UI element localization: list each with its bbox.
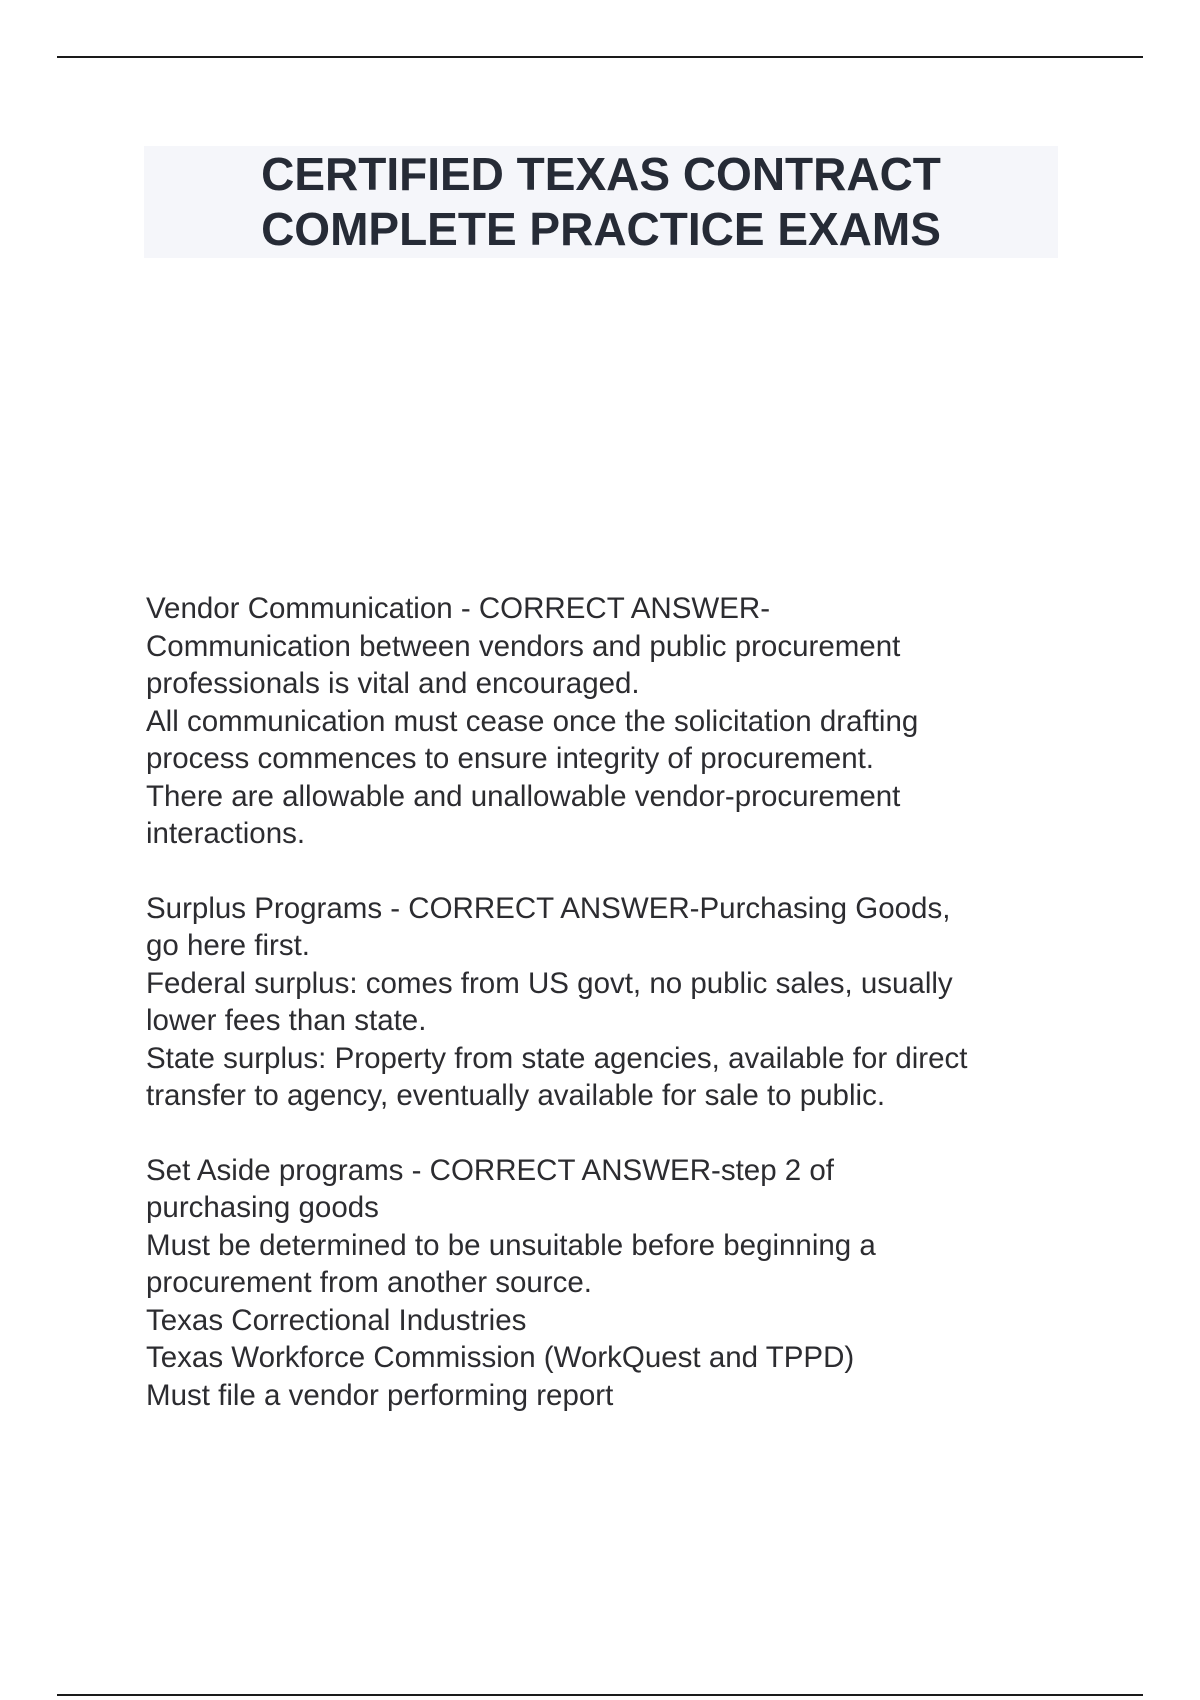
title-line-1: CERTIFIED TEXAS CONTRACT [261,148,941,200]
qa-entry-vendor-communication [146,590,1066,853]
entry-line: Texas Workforce Commission (WorkQuest and TPPD) [146,1341,855,1374]
entry-line: interactions. [146,817,306,850]
entry-line: purchasing goods [146,1191,379,1224]
entry-line: Must file a vendor performing report [146,1378,614,1412]
entry-line: State surplus: Property from state agencies, available for direct [146,1041,968,1075]
entry-line: Set Aside programs - CORRECT ANSWER-step 2 of [146,1153,835,1187]
title-banner [144,146,1058,258]
entry-line: transfer to agency, eventually available for sale to public. [146,1079,886,1112]
entry-line: All communication must cease once the solicitation drafting [146,704,919,738]
entry-line: Communication between vendors and public procurement [146,629,901,663]
entry-line: professionals is vital and encouraged. [146,667,640,700]
entry-line: procurement from another source. [146,1266,592,1299]
bottom-rule [57,1694,1143,1696]
entry-line: lower fees than state. [146,1004,427,1037]
entry-line: go here first. [146,929,310,962]
qa-entry-set-aside-programs [146,1152,1066,1415]
entry-line: process commences to ensure integrity of procurement. [146,742,874,775]
entry-line: There are allowable and unallowable vendor-procurement [146,779,901,813]
title-line-2: COMPLETE PRACTICE EXAMS [261,203,941,255]
top-rule [57,56,1143,58]
entry-line: Federal surplus: comes from US govt, no public sales, usually [146,966,953,1000]
qa-entry-surplus-programs [146,890,1066,1115]
entry-line: Vendor Communication - CORRECT ANSWER- [146,592,771,625]
entry-line: Must be determined to be unsuitable before beginning a [146,1228,876,1262]
entry-line: Surplus Programs - CORRECT ANSWER-Purchasing Goods, [146,891,951,925]
entry-line: Texas Correctional Industries [146,1303,527,1337]
document-body [146,590,1066,1451]
